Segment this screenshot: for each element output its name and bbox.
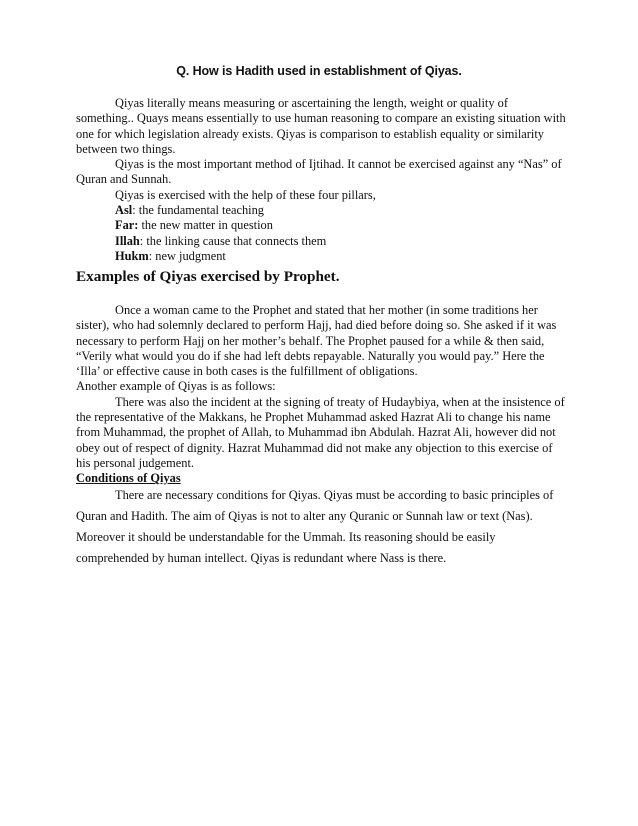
pillar-description: new judgment xyxy=(152,248,226,263)
intro-paragraph-1: Qiyas literally means measuring or ascertaining the length, weight or quality of something.. Quays means essentially to use human reasoning to compare an existing situation with one for which legislation already exists. Qiyas is comparison to establish equality or similarity between two things. xyxy=(76,96,566,156)
conditions-heading: Conditions of Qiyas xyxy=(76,471,181,486)
pillar-term: Hukm xyxy=(115,248,149,263)
section-heading: Examples of Qiyas exercised by Prophet. xyxy=(76,268,340,285)
examples-section xyxy=(76,303,566,569)
pillar-hukm xyxy=(76,249,566,264)
example-paragraph-3: There was also the incident at the signing of treaty of Hudaybiya, when at the insistence of the representative of the Makkans, he Prophet Muhammad asked Hazrat Ali to change his name from Muhammad, the prophet of Allah, to Muhammad ibn Abdulah. Hazrat Ali, however did not obey out of respect of dignity. Hazrat Muhammad did not make any objection to this exercise of his personal judgement. xyxy=(76,394,565,470)
intro-section xyxy=(76,96,566,264)
intro-paragraph-2: Qiyas is the most important method of Ijtihad. It cannot be exercised against any “Nas” of Quran and Sunnah. xyxy=(76,157,562,187)
pillar-asl xyxy=(76,203,566,218)
example-paragraph-2: Another example of Qiyas is as follows: xyxy=(76,379,276,394)
conditions-paragraph: There are necessary conditions for Qiyas. Qiyas must be according to basic principles of Quran and Hadith. The aim of Qiyas is not to alter any Quranic or Sunnah law or text (Nas). Moreover it should be understandable for the Ummah. Its reasoning should be easily comprehended by human intellect. Qiyas is redundant where Nass is there. xyxy=(76,487,554,565)
pillar-term: Far: xyxy=(115,218,139,233)
pillar-separator: : xyxy=(132,203,136,218)
intro-paragraph-3: Qiyas is exercised with the help of these four pillars, xyxy=(115,187,376,202)
example-paragraph-1: Once a woman came to the Prophet and stated that her mother (in some traditions her sister), who had solemnly declared to perform Hajj, had died before doing so. She asked if it was necessary to perform Hajj on her mother’s behalf. The Prophet paused for a while & then said, “Verily what would you do if she had left debts repayable. Naturally you would pay.” Here the ‘Illa’ or effective cause in both cases is the fulfillment of obligations. xyxy=(76,303,557,379)
pillar-description: the new matter in question xyxy=(138,218,273,233)
pillar-separator: : xyxy=(148,248,153,263)
pillar-separator: : xyxy=(139,233,144,248)
pillar-far xyxy=(76,218,566,233)
pillar-illah xyxy=(76,234,566,249)
pillar-term: Illah xyxy=(115,233,140,248)
pillar-term: Asl xyxy=(115,203,133,218)
pillar-description: the fundamental teaching xyxy=(135,203,265,218)
pillar-description: the linking cause that connects them xyxy=(143,233,327,248)
page-title: Q. How is Hadith used in establishment of Qiyas. xyxy=(176,64,462,78)
